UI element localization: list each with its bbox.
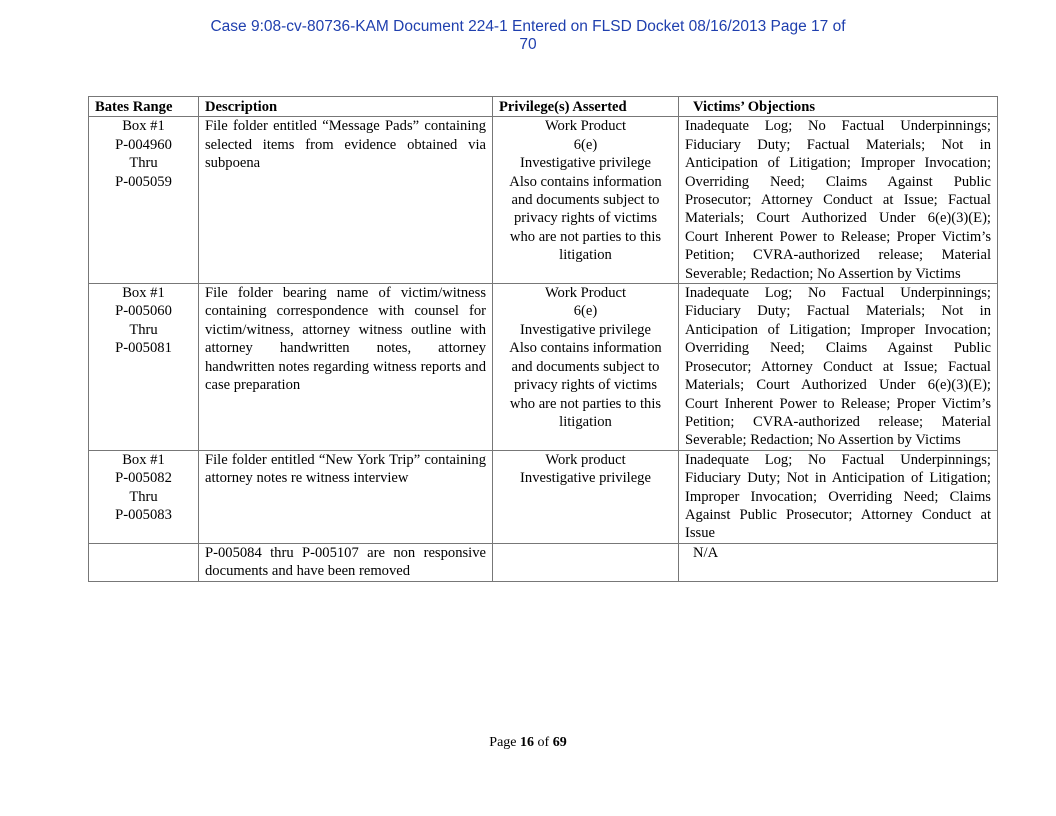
privilege-line: Work Product: [544, 285, 627, 302]
bates-line: Thru: [129, 155, 158, 172]
docket-stamp: [0, 18, 1056, 54]
privilege-line: Also contains information: [509, 173, 662, 190]
table-header-row: [89, 97, 998, 117]
cell-privileges-asserted: [493, 117, 679, 284]
footer-prefix: Page: [489, 735, 521, 750]
header-privileges-asserted: Privilege(s) Asserted: [493, 97, 679, 117]
cell-bates-range: [89, 284, 199, 451]
bates-line: P-005081: [115, 340, 172, 357]
privilege-line: who are not parties to this: [509, 228, 662, 245]
privilege-line: Work product: [545, 451, 626, 468]
cell-privileges-asserted: [493, 543, 679, 581]
cell-description: File folder bearing name of victim/witness containing correspondence with counsel for victim/witness, attorney witness outline with attorney handwritten notes, attorney handwritten notes regarding witness reports and case preparation: [199, 284, 493, 451]
cell-victims-objections: Inadequate Log; No Factual Underpinnings; Fiduciary Duty; Factual Materials; Not in Anticipation of Litigation; Improper Invocation; Overriding Need; Claims Against Public Prosecutor; Attorney Conduct at Issue; Factual Materials; Court Authorized Under 6(e)(3)(E); Court Inherent Power to Release; Proper Victim’s Petition; CVRA-authorized release; Material Severable; Redaction; No Assertion by Victims: [679, 117, 998, 284]
cell-description: File folder entitled “New York Trip” containing attorney notes re witness interview: [199, 450, 493, 543]
bates-line: Box #1: [122, 451, 165, 468]
privilege-line: and documents subject to: [511, 192, 660, 209]
bates-line: Box #1: [122, 118, 165, 135]
privilege-line: privacy rights of victims: [513, 210, 658, 227]
bates-line: Thru: [129, 488, 158, 505]
footer-page-number: 16: [520, 735, 535, 750]
table-row: [89, 450, 998, 543]
privilege-line: and documents subject to: [511, 358, 660, 375]
privilege-line: 6(e): [573, 303, 598, 320]
cell-victims-objections: Inadequate Log; No Factual Underpinnings; Fiduciary Duty; Not in Anticipation of Litigation; Improper Invocation; Overriding Need; Claims Against Public Prosecutor; Attorney Conduct at Issue: [679, 450, 998, 543]
page-footer: [0, 735, 1056, 751]
footer-middle: of: [534, 735, 553, 750]
privilege-line: Investigative privilege: [520, 470, 651, 487]
cell-bates-range: [89, 543, 199, 581]
privilege-line: 6(e): [573, 136, 598, 153]
privilege-line: who are not parties to this: [509, 395, 662, 412]
cell-description: File folder entitled “Message Pads” containing selected items from evidence obtained via subpoena: [199, 117, 493, 284]
bates-line: P-004960: [115, 136, 172, 153]
bates-line: Thru: [129, 321, 158, 338]
cell-description: P-005084 thru P-005107 are non responsive documents and have been removed: [199, 543, 493, 581]
bates-line: P-005059: [115, 173, 172, 190]
cell-victims-objections: Inadequate Log; No Factual Underpinnings; Fiduciary Duty; Factual Materials; Not in Anticipation of Litigation; Improper Invocation; Overriding Need; Claims Against Public Prosecutor; Attorney Conduct at Issue; Factual Materials; Court Authorized Under 6(e)(3)(E); Court Inherent Power to Release; Proper Victim’s Petition; CVRA-authorized release; Material Severable; Redaction; No Assertion by Victims: [679, 284, 998, 451]
privilege-log-table: [88, 96, 998, 582]
privilege-line: privacy rights of victims: [513, 377, 658, 394]
cell-bates-range: [89, 117, 199, 284]
cell-bates-range: [89, 450, 199, 543]
privilege-line: Investigative privilege: [520, 321, 651, 338]
table-row: [89, 543, 998, 581]
bates-line: P-005082: [115, 470, 172, 487]
privilege-line: Also contains information: [509, 340, 662, 357]
header-description: Description: [199, 97, 493, 117]
cell-privileges-asserted: [493, 450, 679, 543]
privilege-line: Work Product: [544, 118, 627, 135]
bates-line: Box #1: [122, 285, 165, 302]
bates-line: P-005060: [115, 303, 172, 320]
privilege-line: litigation: [559, 413, 612, 430]
table-row: [89, 284, 998, 451]
footer-page-total: 69: [552, 735, 567, 750]
header-victims-objections: Victims’ Objections: [679, 97, 998, 117]
header-bates-range: Bates Range: [89, 97, 199, 117]
privilege-line: Investigative privilege: [520, 155, 651, 172]
privilege-line: litigation: [559, 247, 612, 264]
cell-victims-objections: N/A: [679, 543, 998, 581]
bates-line: P-005083: [115, 506, 172, 523]
docket-stamp-line-2: 70: [519, 36, 537, 53]
docket-stamp-line-1: Case 9:08-cv-80736-KAM Document 224-1 Entered on FLSD Docket 08/16/2013 Page 17 of: [210, 18, 846, 35]
cell-privileges-asserted: [493, 284, 679, 451]
table-row: [89, 117, 998, 284]
